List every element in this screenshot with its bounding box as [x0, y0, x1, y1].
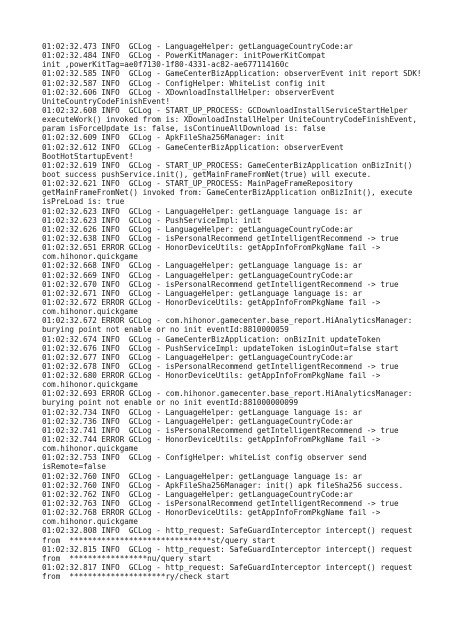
log-line: 01:02:32.626 INFO GCLog - LanguageHelper: getLanguageCountryCode:ar — [42, 224, 353, 234]
log-line: 01:02:32.619 INFO GCLog - START_UP_PROCESS: GameCenterBizApplication onBizInit() — [42, 160, 413, 170]
log-line: 01:02:32.672 ERROR GCLog - com.hihonor.gamecenter.base_report.HiAnalyticsManager: — [42, 316, 413, 326]
log-line: 01:02:32.609 INFO GCLog - ApkFileSha256Manager: init — [42, 133, 285, 143]
log-line: 01:02:32.671 INFO GCLog - LanguageHelper: getLanguage language is: ar — [42, 288, 363, 298]
log-line: com.hihonor.quickgame — [42, 517, 139, 527]
log-line: 01:02:32.676 INFO GCLog - PushServiceImpl: updateToken isLoginOut=false start — [42, 343, 399, 353]
log-line: 01:02:32.651 ERROR GCLog - HonorDeviceUtils: getAppInfoFromPkgName fail -> — [42, 243, 381, 253]
log-text-block — [42, 42, 462, 581]
log-line: 01:02:32.587 INFO GCLog - ConfigHelper: WhiteList config init — [42, 78, 326, 88]
log-line: 01:02:32.621 INFO GCLog - START_UP_PROCESS: MainPageFrameRepository — [42, 179, 353, 189]
log-line: isPreLoad is: true — [42, 197, 125, 207]
log-line: 01:02:32.608 INFO GCLog - START_UP_PROCESS: GCDownloadInstallServiceStartHelper — [42, 105, 408, 115]
log-line: com.hihonor.quickgame — [42, 380, 139, 390]
log-line: 01:02:32.693 ERROR GCLog - com.hihonor.gamecenter.base_report.HiAnalyticsManager: — [42, 389, 413, 399]
log-line: 01:02:32.638 INFO GCLog - isPersonalRecommend getIntelligentRecommend -> true — [42, 233, 399, 243]
log-line: 01:02:32.678 INFO GCLog - isPersonalRecommend getIntelligentRecommend -> true — [42, 361, 399, 371]
log-line: BootHotStartupEvent! — [42, 151, 134, 161]
log-line: com.hihonor.quickgame — [42, 444, 139, 454]
log-line: 01:02:32.484 INFO GCLog - PowerKitManager: initPowerKitCompat — [42, 51, 326, 61]
log-line: 01:02:32.760 INFO GCLog - ApkFileSha256Manager: init() apk fileSha256 success. — [42, 480, 404, 490]
log-line: from *********************ry/check start — [42, 572, 230, 582]
log-line: 01:02:32.623 INFO GCLog - LanguageHelper: getLanguage language is: ar — [42, 206, 363, 216]
log-line: 01:02:32.668 INFO GCLog - LanguageHelper: getLanguage language is: ar — [42, 261, 363, 271]
log-line: burying point not enable or no init eventId:881000000099 — [42, 398, 299, 408]
log-line: 01:02:32.815 INFO GCLog - http_request: SafeGuardInterceptor intercept() request — [42, 544, 413, 554]
log-line: boot success pushService.init(), getMainFrameFromNet(true) will execute. — [42, 169, 372, 179]
log-line: burying point not enable or no init eventId:8810000059 — [42, 325, 289, 335]
log-line: 01:02:32.585 INFO GCLog - GameCenterBizApplication: observerEvent init report SDK! — [42, 69, 422, 79]
log-line: 01:02:32.677 INFO GCLog - LanguageHelper: getLanguageCountryCode:ar — [42, 352, 353, 362]
log-line: 01:02:32.760 INFO GCLog - LanguageHelper: getLanguage language is: ar — [42, 471, 363, 481]
log-line: 01:02:32.736 INFO GCLog - LanguageHelper: getLanguageCountryCode:ar — [42, 416, 353, 426]
log-line: 01:02:32.669 INFO GCLog - LanguageHelper: getLanguageCountryCode:ar — [42, 270, 353, 280]
log-line: 01:02:32.672 ERROR GCLog - HonorDeviceUtils: getAppInfoFromPkgName fail -> — [42, 297, 381, 307]
log-line: from *******************************st/query start — [42, 535, 276, 545]
log-line: getMainFrameFromNet() invoked from: GameCenterBizApplication onBizInit(), execute — [42, 188, 413, 198]
log-line: 01:02:32.817 INFO GCLog - http_request: SafeGuardInterceptor intercept() request — [42, 563, 413, 573]
log-line: from *****************nu/query start — [42, 553, 212, 563]
log-line: 01:02:32.762 INFO GCLog - LanguageHelper: getLanguageCountryCode:ar — [42, 489, 353, 499]
log-line: com.hihonor.quickgame — [42, 252, 139, 262]
log-line: UniteCountryCodeFinishEvent! — [42, 96, 171, 106]
log-line: param isForceUpdate is: false, isContinueAllDownload is: false — [42, 124, 326, 134]
log-line: 01:02:32.808 INFO GCLog - http_request: SafeGuardInterceptor intercept() request — [42, 526, 413, 536]
log-line: 01:02:32.670 INFO GCLog - isPersonalRecommend getIntelligentRecommend -> true — [42, 279, 399, 289]
log-line: 01:02:32.763 INFO GCLog - isPersonalRecommend getIntelligentRecommend -> true — [42, 499, 399, 509]
log-line: 01:02:32.473 INFO GCLog - LanguageHelper: getLanguageCountryCode:ar — [42, 42, 353, 51]
log-line: 01:02:32.680 ERROR GCLog - HonorDeviceUtils: getAppInfoFromPkgName fail -> — [42, 371, 381, 381]
log-line: isRemote=false — [42, 462, 107, 472]
log-line: com.hihonor.quickgame — [42, 307, 139, 317]
log-line: 01:02:32.606 INFO GCLog - XDownloadInstallHelper: observerEvent — [42, 87, 335, 97]
log-line: init ,powerKitTag=ae0f7130-1f80-4331-ac82-ae677114160c — [42, 60, 289, 70]
log-line: 01:02:32.612 INFO GCLog - GameCenterBizApplication: observerEvent — [42, 142, 344, 152]
log-line: 01:02:32.768 ERROR GCLog - HonorDeviceUtils: getAppInfoFromPkgName fail -> — [42, 508, 381, 518]
log-line: 01:02:32.674 INFO GCLog - GameCenterBizApplication: onBizInit updateToken — [42, 334, 381, 344]
log-line: 01:02:32.741 INFO GCLog - isPersonalRecommend getIntelligentRecommend -> true — [42, 425, 399, 435]
log-line: executeWork() invoked from is: XDownloadInstallHelper UniteCountryCodeFinishEvent, — [42, 115, 417, 125]
log-line: 01:02:32.623 INFO GCLog - PushServiceImpl: init — [42, 215, 262, 225]
log-line: 01:02:32.734 INFO GCLog - LanguageHelper: getLanguage language is: ar — [42, 407, 363, 417]
log-line: 01:02:32.753 INFO GCLog - ConfigHelper: whiteList config observer send — [42, 453, 367, 463]
log-line: 01:02:32.744 ERROR GCLog - HonorDeviceUtils: getAppInfoFromPkgName fail -> — [42, 435, 381, 445]
